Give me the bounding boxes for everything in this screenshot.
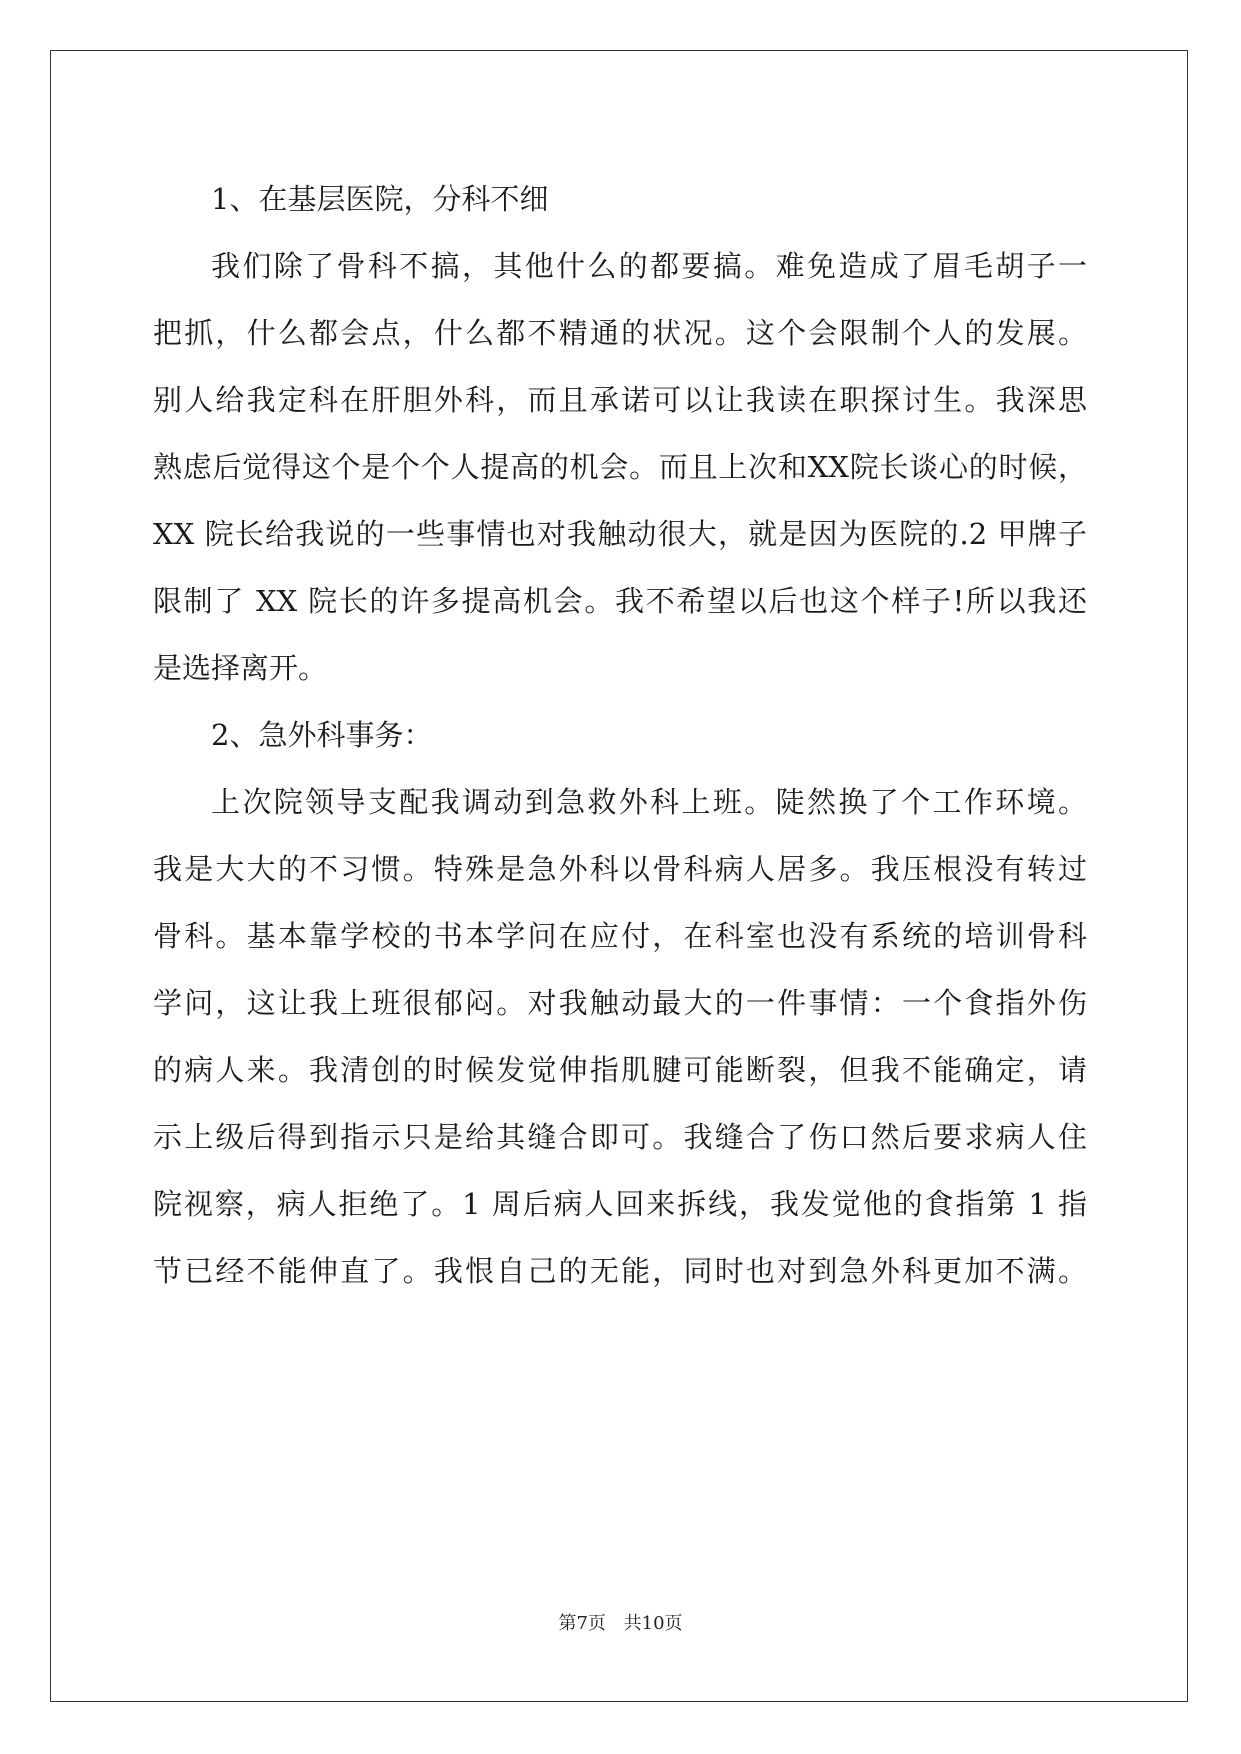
paragraph-line: 院视察，病人拒绝了。1 周后病人回来拆线，我发觉他的食指第 1 指 — [153, 1187, 1087, 1221]
heading-2: 2、急外科事务： — [211, 718, 433, 752]
paragraph-line: 熟虑后觉得这个是个个人提高的机会。而且上次和XX院长谈心的时候， — [153, 450, 1087, 484]
paragraph-line: 我是大大的不习惯。特殊是急外科以骨科病人居多。我压根没有转过 — [153, 852, 1087, 886]
paragraph-line: 把抓，什么都会点，什么都不精通的状况。这个会限制个人的发展。 — [153, 316, 1087, 350]
paragraph-line: 的病人来。我清创的时候发觉伸指肌腱可能断裂，但我不能确定，请 — [153, 1053, 1087, 1087]
paragraph-line: XX 院长给我说的一些事情也对我触动很大，就是因为医院的.2 甲牌子 — [153, 517, 1087, 551]
paragraph-line: 骨科。基本靠学校的书本学问在应付，在科室也没有系统的培训骨科 — [153, 919, 1087, 953]
paragraph-line: 示上级后得到指示只是给其缝合即可。我缝合了伤口然后要求病人住 — [153, 1120, 1087, 1154]
paragraph-line: 上次院领导支配我调动到急救外科上班。陡然换了个工作环境。 — [211, 785, 1087, 819]
page-number-current: 第7页 — [558, 1613, 606, 1634]
heading-1: 1、在基层医院，分科不细 — [211, 182, 549, 216]
paragraph-line: 限制了 XX 院长的许多提高机会。我不希望以后也这个样子!所以我还 — [153, 584, 1087, 618]
paragraph-line: 别人给我定科在肝胆外科，而且承诺可以让我读在职探讨生。我深思 — [153, 383, 1087, 417]
paragraph-line: 学问，这让我上班很郁闷。对我触动最大的一件事情：一个食指外伤 — [153, 986, 1087, 1020]
paragraph-line: 是选择离开。 — [153, 651, 328, 685]
document-body — [153, 166, 1087, 1305]
page-footer — [0, 1612, 1241, 1636]
paragraph-line: 我们除了骨科不搞，其他什么的都要搞。难免造成了眉毛胡子一 — [211, 249, 1087, 283]
page-number-total: 共10页 — [623, 1613, 683, 1634]
paragraph-line: 节已经不能伸直了。我恨自己的无能，同时也对到急外科更加不满。 — [153, 1254, 1087, 1288]
